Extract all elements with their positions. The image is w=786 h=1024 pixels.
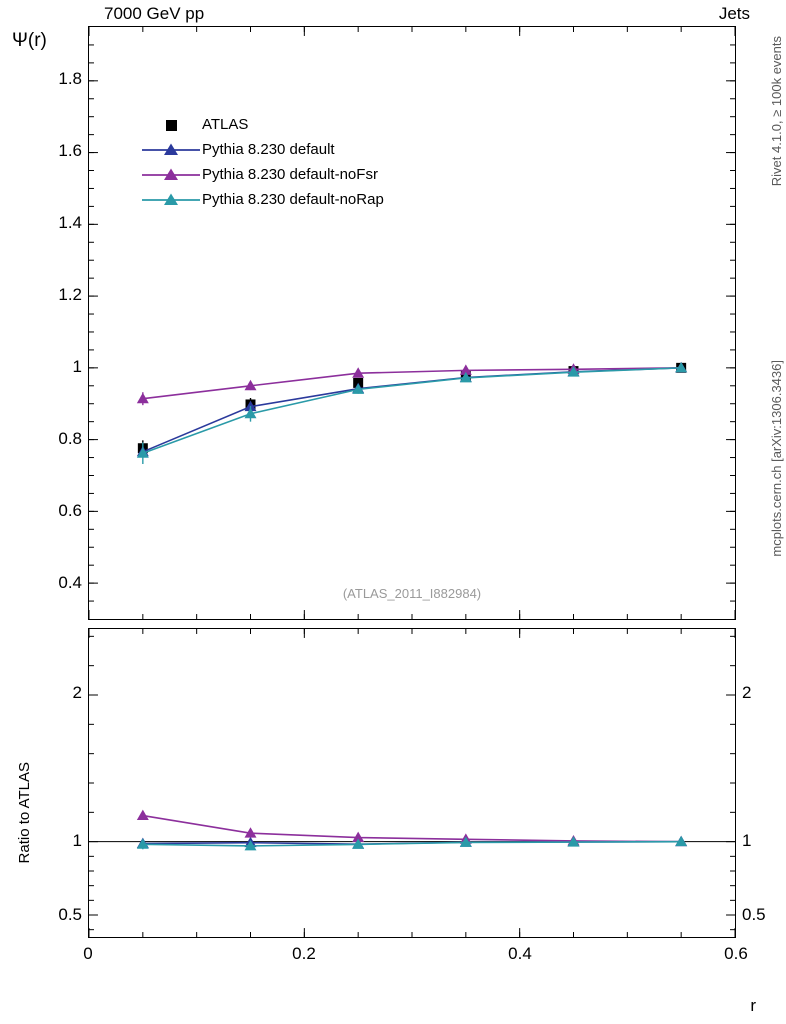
y-tick-main-5: 1.4 bbox=[58, 213, 82, 232]
y-tick-main-7: 1.8 bbox=[58, 69, 82, 88]
header-left-label: 7000 GeV pp bbox=[104, 4, 205, 23]
header-right-label: Jets bbox=[718, 4, 750, 23]
y-tick-ratio-left-0: 0.5 bbox=[58, 904, 82, 924]
x-tick-0: 0 bbox=[83, 944, 93, 963]
y-tick-main-6: 1.6 bbox=[58, 141, 82, 160]
side-caption-generator: Rivet 4.1.0, ≥ 100k events bbox=[769, 36, 784, 187]
legend-item[interactable] bbox=[140, 137, 384, 162]
y-tick-ratio-left-2: 2 bbox=[72, 683, 82, 703]
legend-label: ATLAS bbox=[202, 116, 249, 133]
legend-item[interactable] bbox=[140, 187, 384, 212]
legend-item[interactable] bbox=[140, 112, 384, 137]
legend-label: Pythia 8.230 default bbox=[202, 141, 335, 158]
y-tick-main-4: 1.2 bbox=[58, 285, 82, 304]
y-tick-main-3: 1 bbox=[72, 357, 82, 376]
watermark-label: (ATLAS_2011_I882984) bbox=[342, 586, 482, 601]
y-axis-label-ratio: Ratio to ATLAS bbox=[16, 762, 33, 864]
legend-marker-icon bbox=[140, 140, 202, 160]
legend-item[interactable] bbox=[140, 162, 384, 187]
x-tick-2: 0.4 bbox=[508, 944, 532, 963]
x-tick-3: 0.6 bbox=[724, 944, 748, 963]
y-tick-main-0: 0.4 bbox=[58, 573, 82, 592]
y-tick-ratio-left-1: 1 bbox=[72, 831, 82, 851]
side-caption-source: mcplots.cern.ch [arXiv:1306.3436] bbox=[769, 360, 784, 557]
y-axis-label-main: Ψ(r) bbox=[12, 30, 47, 51]
x-tick-1: 0.2 bbox=[292, 944, 316, 963]
legend-label: Pythia 8.230 default-noFsr bbox=[202, 166, 378, 183]
legend-label: Pythia 8.230 default-noRap bbox=[202, 191, 384, 208]
ratio-plot-canvas bbox=[89, 629, 735, 937]
x-axis-label: r bbox=[750, 996, 756, 1015]
y-tick-ratio-right-0: 0.5 bbox=[742, 904, 766, 924]
y-tick-ratio-right-1: 1 bbox=[742, 831, 752, 851]
legend bbox=[140, 112, 384, 212]
y-tick-ratio-right-2: 2 bbox=[742, 683, 752, 703]
legend-marker-icon bbox=[140, 115, 202, 135]
y-tick-main-1: 0.6 bbox=[58, 501, 82, 520]
ratio-plot-panel bbox=[88, 628, 736, 938]
legend-marker-icon bbox=[140, 190, 202, 210]
y-tick-main-2: 0.8 bbox=[58, 429, 82, 448]
legend-marker-icon bbox=[140, 165, 202, 185]
